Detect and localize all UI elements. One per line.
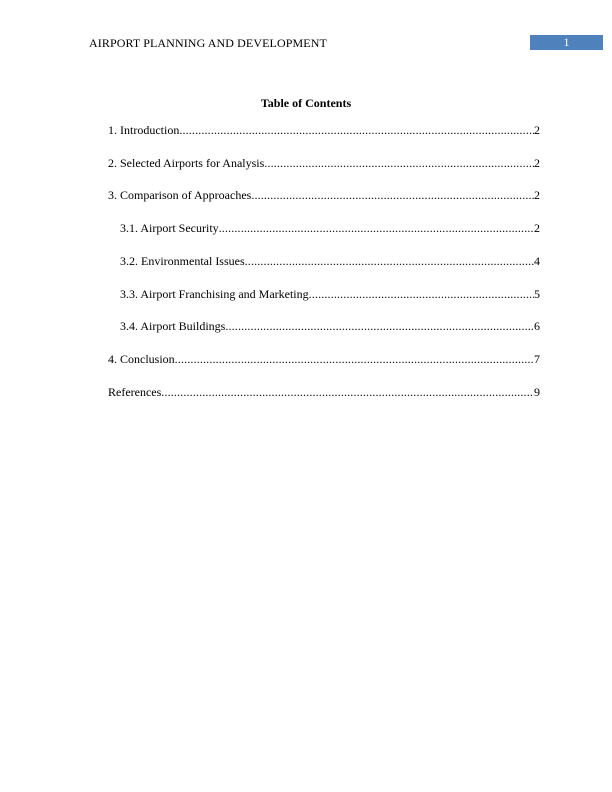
toc-entry-label: References [108, 384, 162, 399]
toc-entry[interactable] [120, 319, 540, 333]
toc-entry[interactable] [108, 123, 540, 137]
toc-entry-page-number: 2 [534, 188, 540, 203]
toc-entry[interactable] [108, 156, 540, 170]
toc-entry-label: 3.3. Airport Franchising and Marketing [120, 286, 309, 301]
toc-entry[interactable] [120, 221, 540, 235]
toc-dot-leader [175, 352, 534, 366]
header-title: AIRPORT PLANNING AND DEVELOPMENT [89, 36, 327, 50]
toc-entry-label: 3.1. Airport Security [120, 221, 219, 236]
toc-dot-leader [179, 123, 534, 137]
toc-entry-page-number: 7 [534, 351, 540, 366]
toc-dot-leader [251, 188, 534, 202]
toc-entry[interactable] [108, 188, 540, 202]
toc-heading: Table of Contents [260, 96, 352, 110]
toc-entry-page-number: 9 [534, 384, 540, 399]
toc-entry[interactable] [120, 254, 540, 268]
toc-entry-label: 4. Conclusion [108, 351, 175, 366]
toc-entry-page-number: 6 [534, 319, 540, 334]
toc-entry-label: 3. Comparison of Approaches [108, 188, 252, 203]
toc-dot-leader [264, 156, 534, 170]
toc-dot-leader [245, 254, 534, 268]
toc-entry-page-number: 4 [534, 253, 540, 268]
toc-entry-label: 3.4. Airport Buildings [120, 319, 226, 334]
toc-entry[interactable] [108, 352, 540, 366]
toc-entry[interactable] [120, 287, 540, 301]
toc-entry-label: 2. Selected Airports for Analysis [108, 155, 265, 170]
toc-entry-page-number: 5 [534, 286, 540, 301]
toc-entry-label: 3.2. Environmental Issues [120, 253, 245, 268]
toc-dot-leader [309, 287, 534, 301]
toc-dot-leader [219, 221, 534, 235]
toc-entry[interactable] [108, 385, 540, 399]
page-number-badge: 1 [530, 35, 603, 50]
toc-entry-page-number: 2 [534, 221, 540, 236]
toc-entry-label: 1. Introduction [108, 123, 180, 137]
toc-entry-page-number: 2 [534, 155, 540, 170]
toc-dot-leader [225, 319, 534, 333]
toc-dot-leader [161, 385, 534, 399]
toc-entry-page-number: 2 [534, 123, 540, 137]
